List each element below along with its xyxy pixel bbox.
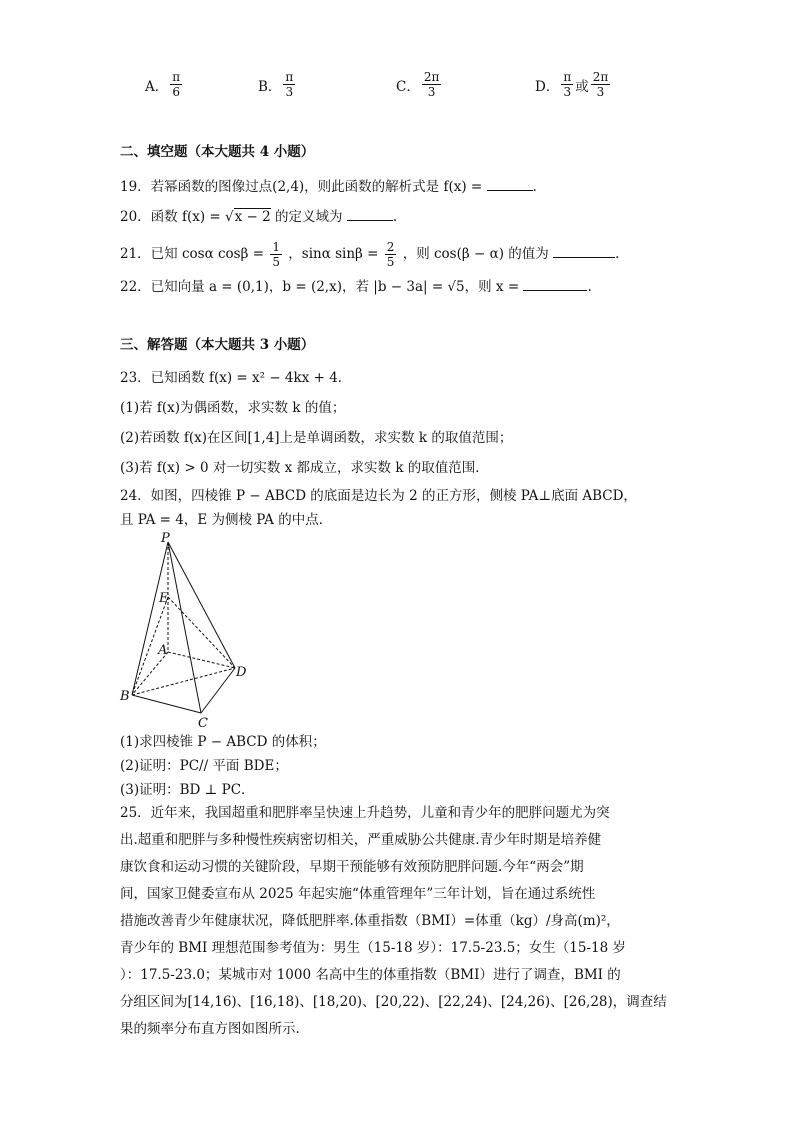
- q25-line-9: 果的频率分布直方图如图所示.: [120, 1021, 300, 1037]
- q25-line-2: 出.超重和肥胖与多种慢性疾病密切相关，严重威胁公共健康.青少年时期是培养健: [120, 832, 602, 848]
- q24-stem-line-1: 24．如图，四棱锥 P − ABCD 的底面是边长为 2 的正方形，侧棱 PA⊥底面 ABCD，: [120, 488, 637, 504]
- q20-answer-blank[interactable]: [347, 206, 393, 221]
- q25-line-1: 25．近年来，我国超重和肥胖率呈快速上升趋势，儿童和青少年的肥胖问题尤为突: [120, 805, 610, 821]
- question-20: [120, 206, 397, 227]
- q21-fraction-2: [385, 240, 397, 269]
- option-d: [535, 70, 612, 99]
- option-a: [145, 70, 184, 99]
- pyramid-figure: [118, 530, 258, 730]
- q24-part-3: (3)证明：BD ⊥ PC．: [120, 782, 255, 798]
- edge-pc: [168, 542, 201, 713]
- option-a-label: A．: [145, 78, 169, 95]
- option-c-fraction: [422, 70, 442, 99]
- q20-prefix: 20．函数 f(x) =: [120, 209, 221, 225]
- option-b-denominator: 3: [285, 85, 294, 99]
- q23-part-1: (1)若 f(x)为偶函数，求实数 k 的值；: [120, 400, 346, 416]
- q24-part-1: (1)求四棱锥 P − ABCD 的体积；: [120, 734, 326, 750]
- label-b: B: [120, 689, 130, 704]
- question-19: [120, 176, 537, 197]
- q20-suffix: 的定义域为: [275, 209, 343, 225]
- q19-end: .: [532, 179, 537, 195]
- q22-text: 22．已知向量 a = (0,1)，b = (2,x)，若 |b − 3a| = √5，则 x =: [120, 279, 520, 295]
- q24-part-2: (2)证明：PC// 平面 BDE；: [120, 758, 288, 774]
- option-a-fraction: [170, 70, 182, 99]
- section-2-heading: 二、填空题（本大题共 4 小题）: [120, 144, 315, 160]
- label-d: D: [236, 665, 247, 680]
- question-21: [120, 240, 619, 269]
- option-d-label: D．: [535, 78, 560, 95]
- q20-sqrt-sign: √: [225, 209, 234, 225]
- label-c: C: [198, 716, 208, 730]
- label-p: P: [161, 531, 170, 546]
- option-b-label: B．: [258, 78, 282, 95]
- label-e: E: [159, 591, 169, 606]
- q25-line-8: 分组区间为[14,16)、[16,18)、[18,20)、[20,22)、[22,24)、[24,26)、[26,28)，调查结: [120, 994, 667, 1010]
- q21-suffix: ，则 cos(β − α) 的值为: [402, 246, 549, 262]
- q21-mid: ，sinα sinβ =: [288, 246, 379, 262]
- option-d-denominator-1: 3: [563, 85, 572, 99]
- q21-answer-blank[interactable]: [553, 243, 615, 258]
- edge-cd: [201, 668, 235, 713]
- option-c: [396, 70, 443, 99]
- q25-line-3: 康饮食和运动习惯的关键阶段，早期干预能够有效预防肥胖问题.今年“两会”期: [120, 859, 584, 875]
- question-22: [120, 276, 592, 297]
- option-d-fraction-1: [561, 70, 573, 99]
- q20-end: .: [392, 209, 398, 225]
- q21-fraction-1: [270, 240, 282, 269]
- q25-line-7: ）：17.5-23.0；某城市对 1000 名高中生的体重指数（BMI）进行了调查，BMI 的: [120, 967, 621, 983]
- q25-line-4: 间，国家卫健委宣布从 2025 年起实施“体重管理年”三年计划，旨在通过系统性: [120, 886, 596, 902]
- option-b-numerator: π: [285, 70, 294, 84]
- q19-text: 19．若幂函数的图像过点(2,4)，则此函数的解析式是 f(x) =: [120, 179, 483, 195]
- edge-pb: [132, 542, 168, 695]
- q21-f2-denominator: 5: [386, 255, 395, 269]
- option-a-numerator: π: [172, 70, 181, 84]
- q22-end: .: [587, 279, 592, 295]
- option-a-denominator: 6: [172, 85, 181, 99]
- option-b-fraction: [283, 70, 295, 99]
- label-a: A: [158, 643, 168, 658]
- option-d-or: 或: [575, 78, 589, 95]
- q19-answer-blank[interactable]: [487, 176, 533, 191]
- q24-stem-line-2: 且 PA = 4，E 为侧棱 PA 的中点．: [120, 512, 333, 528]
- edge-pd: [168, 542, 235, 668]
- edge-ad-hidden: [168, 652, 235, 668]
- seg-ed-hidden: [168, 597, 235, 668]
- q21-f2-numerator: 2: [386, 240, 395, 254]
- option-d-numerator-1: π: [563, 70, 572, 84]
- q21-end: .: [615, 246, 620, 262]
- edge-bc: [132, 695, 201, 713]
- option-c-denominator: 3: [427, 85, 436, 99]
- q21-prefix: 21．已知 cosα cosβ =: [120, 246, 265, 262]
- option-d-denominator-2: 3: [596, 85, 605, 99]
- q23-part-3: (3)若 f(x) > 0 对一切实数 x 都成立，求实数 k 的取值范围．: [120, 460, 489, 476]
- option-d-fraction-2: [591, 70, 611, 99]
- q23-part-2: (2)若函数 f(x)在区间[1,4]上是单调函数，求实数 k 的取值范围；: [120, 430, 513, 446]
- option-b: [258, 70, 297, 99]
- q21-f1-numerator: 1: [272, 240, 280, 254]
- q25-line-5: 措施改善青少年健康状况，降低肥胖率.体重指数（BMI）=体重（kg）/身高(m)²，: [120, 913, 620, 929]
- q23-stem: 23．已知函数 f(x) = x² − 4kx + 4．: [120, 370, 352, 386]
- diag-bd-hidden: [132, 668, 235, 695]
- option-c-numerator: 2π: [423, 70, 440, 84]
- option-c-label: C．: [396, 78, 420, 95]
- q21-f1-denominator: 5: [272, 255, 280, 269]
- question-25: [120, 800, 672, 1043]
- q25-line-6: 青少年的 BMI 理想范围参考值为：男生（15-18 岁）：17.5-23.5；女生（15-18 岁: [120, 940, 627, 956]
- q22-answer-blank[interactable]: [523, 276, 587, 291]
- option-d-numerator-2: 2π: [592, 70, 609, 84]
- section-3-heading: 三、解答题（本大题共 3 小题）: [120, 337, 315, 353]
- q20-radicand: x − 2: [234, 209, 271, 225]
